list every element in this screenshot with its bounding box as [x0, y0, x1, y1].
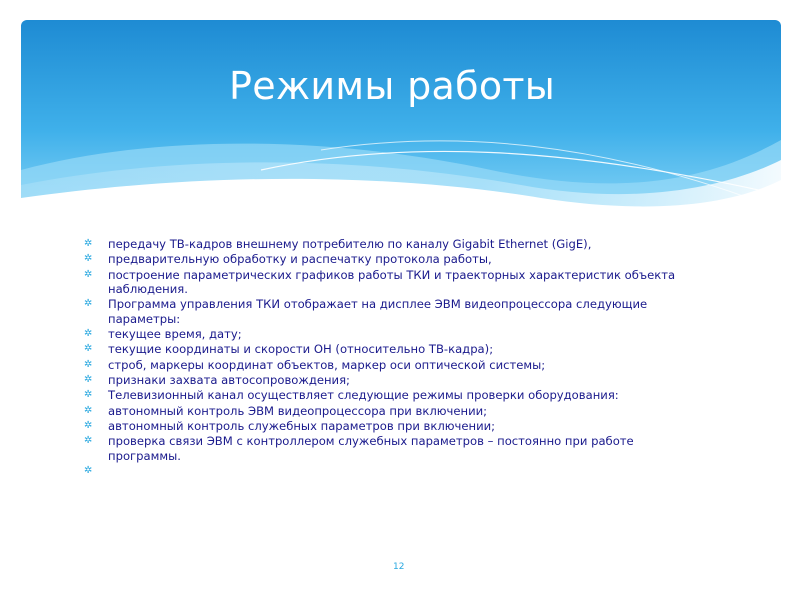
asterisk-icon: ✲	[84, 238, 93, 249]
asterisk-icon: ✲	[84, 374, 93, 386]
list-item	[80, 297, 700, 326]
list-item-text: передачу ТВ-кадров внешнему потребителю по каналу Gigabit Ethernet (GigE),	[108, 237, 592, 251]
asterisk-icon: ✲	[84, 298, 93, 310]
list-item	[80, 342, 700, 357]
list-item-text: предварительную обработку и распечатку протокола работы,	[108, 252, 492, 267]
list-item-text: Программа управления ТКИ отображает на дисплее ЭВМ видеопроцессора следующие параметры:	[108, 297, 648, 326]
header-banner	[21, 20, 781, 220]
asterisk-icon: ✲	[84, 328, 93, 340]
list-item-text: текущее время, дату;	[108, 327, 242, 342]
list-item	[80, 388, 700, 403]
list-item	[80, 327, 700, 342]
list-item-text: проверка связи ЭВМ с контроллером служебных параметров – постоянно при работе программы.	[108, 434, 634, 463]
asterisk-icon: ✲	[84, 404, 93, 416]
list-item	[80, 268, 700, 297]
list-item	[80, 464, 700, 479]
asterisk-icon: ✲	[84, 268, 93, 280]
list-item	[80, 358, 700, 373]
bullet-list	[80, 237, 700, 479]
page-number: 12	[393, 562, 405, 572]
asterisk-icon: ✲	[84, 465, 93, 477]
list-item	[80, 419, 700, 434]
list-item	[80, 373, 700, 388]
asterisk-icon: ✲	[84, 343, 93, 355]
list-item	[80, 404, 700, 419]
asterisk-icon: ✲	[84, 419, 93, 431]
slide-title: Режимы работы	[229, 64, 556, 108]
list-item-text: текущие координаты и скорости ОН (относительно ТВ-кадра);	[108, 342, 494, 357]
list-item	[80, 252, 700, 267]
asterisk-icon: ✲	[84, 253, 93, 265]
list-item	[80, 434, 700, 463]
list-item-text: автономный контроль служебных параметров при включении;	[108, 418, 496, 433]
asterisk-icon: ✲	[84, 389, 93, 401]
asterisk-icon: ✲	[84, 358, 93, 370]
list-item-text: строб, маркеры координат объектов, маркер оси оптической системы;	[108, 357, 546, 372]
wave-background	[21, 20, 781, 220]
list-item-text: автономный контроль ЭВМ видеопроцессора при включении;	[108, 403, 488, 418]
list-item	[80, 237, 700, 252]
list-item-text: Телевизионный канал осуществляет следующие режимы проверки оборудования:	[108, 388, 619, 403]
asterisk-icon: ✲	[84, 435, 93, 447]
list-item-text: признаки захвата автосопровождения;	[108, 373, 350, 388]
list-item-text: построение параметрических графиков работы ТКИ и траекторных характеристик объекта наблюдения.	[108, 267, 676, 297]
